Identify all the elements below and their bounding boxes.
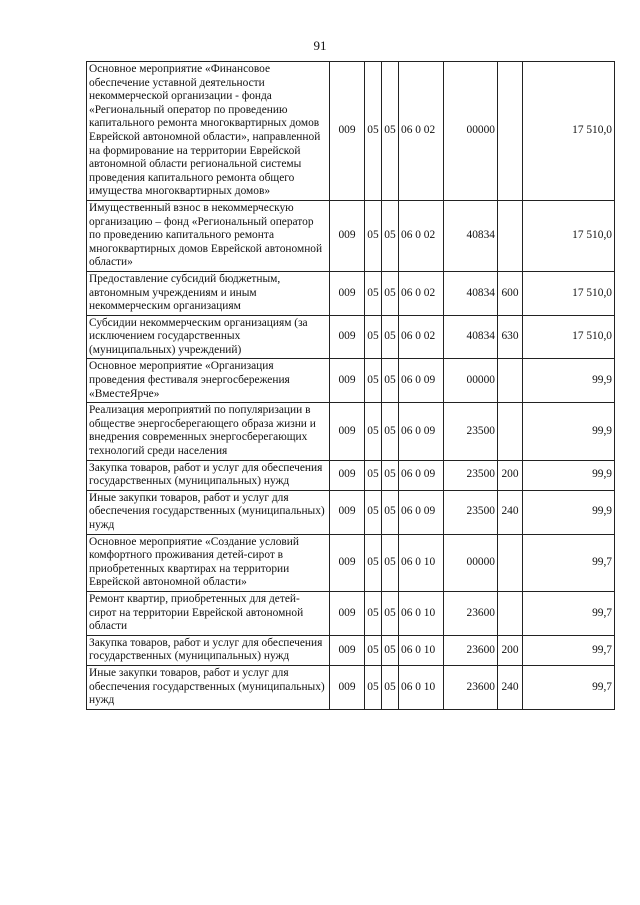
row-vr-cell	[498, 403, 523, 460]
row-csr-direction-cell: 23500	[444, 403, 498, 460]
row-pr-cell: 05	[382, 490, 399, 534]
row-vr-cell: 200	[498, 635, 523, 665]
row-name-cell: Иные закупки товаров, работ и услуг для обеспечения государственных (муниципальных) нужд	[87, 665, 330, 709]
row-name-cell: Реализация мероприятий по популяризации в обществе энергосберегающего образа жизни и внедрения современных энергосберегающих технологий среди населения	[87, 403, 330, 460]
row-sum-cell: 99,9	[523, 359, 615, 403]
row-pr-cell: 05	[382, 200, 399, 271]
table-row	[87, 534, 615, 591]
row-csr-program-cell: 06 0 02	[399, 271, 444, 315]
row-sum-cell: 99,7	[523, 665, 615, 709]
table-row	[87, 665, 615, 709]
row-vr-cell: 600	[498, 271, 523, 315]
row-sum-cell: 17 510,0	[523, 271, 615, 315]
row-name-cell: Предоставление субсидий бюджетным, автономным учреждениям и иным некоммерческим организациям	[87, 271, 330, 315]
row-csr-program-cell: 06 0 09	[399, 403, 444, 460]
row-vr-cell: 200	[498, 460, 523, 490]
row-vr-cell	[498, 534, 523, 591]
row-vr-cell: 630	[498, 315, 523, 359]
row-pr-cell: 05	[382, 315, 399, 359]
row-name-cell: Закупка товаров, работ и услуг для обеспечения государственных (муниципальных) нужд	[87, 460, 330, 490]
row-rz-cell: 05	[365, 359, 382, 403]
budget-table	[86, 61, 615, 710]
table-row	[87, 200, 615, 271]
row-grbs-cell: 009	[330, 460, 365, 490]
row-grbs-cell: 009	[330, 403, 365, 460]
row-csr-program-cell: 06 0 09	[399, 460, 444, 490]
row-rz-cell: 05	[365, 534, 382, 591]
row-rz-cell: 05	[365, 62, 382, 201]
row-grbs-cell: 009	[330, 62, 365, 201]
row-rz-cell: 05	[365, 200, 382, 271]
row-sum-cell: 99,9	[523, 460, 615, 490]
table-row	[87, 62, 615, 201]
row-vr-cell	[498, 62, 523, 201]
row-grbs-cell: 009	[330, 635, 365, 665]
row-csr-program-cell: 06 0 10	[399, 591, 444, 635]
row-name-cell: Субсидии некоммерческим организациям (за исключением государственных (муниципальных) учреждений)	[87, 315, 330, 359]
row-csr-direction-cell: 00000	[444, 62, 498, 201]
row-name-cell: Имущественный взнос в некоммерческую организацию – фонд «Региональный оператор по проведению капитального ремонта многоквартирных домов Еврейской автономной области»	[87, 200, 330, 271]
row-vr-cell	[498, 591, 523, 635]
table-row	[87, 359, 615, 403]
row-vr-cell	[498, 359, 523, 403]
row-sum-cell: 99,7	[523, 635, 615, 665]
row-pr-cell: 05	[382, 460, 399, 490]
row-grbs-cell: 009	[330, 534, 365, 591]
row-grbs-cell: 009	[330, 359, 365, 403]
row-grbs-cell: 009	[330, 665, 365, 709]
row-csr-direction-cell: 23500	[444, 490, 498, 534]
row-rz-cell: 05	[365, 635, 382, 665]
row-name-cell: Закупка товаров, работ и услуг для обеспечения государственных (муниципальных) нужд	[87, 635, 330, 665]
row-csr-direction-cell: 00000	[444, 534, 498, 591]
table-row	[87, 460, 615, 490]
row-csr-direction-cell: 00000	[444, 359, 498, 403]
table-row	[87, 591, 615, 635]
table-row	[87, 271, 615, 315]
row-csr-program-cell: 06 0 02	[399, 315, 444, 359]
row-sum-cell: 99,9	[523, 490, 615, 534]
row-pr-cell: 05	[382, 635, 399, 665]
row-csr-program-cell: 06 0 09	[399, 359, 444, 403]
row-grbs-cell: 009	[330, 315, 365, 359]
row-vr-cell: 240	[498, 490, 523, 534]
table-row	[87, 490, 615, 534]
row-pr-cell: 05	[382, 62, 399, 201]
row-pr-cell: 05	[382, 403, 399, 460]
row-sum-cell: 99,7	[523, 534, 615, 591]
table-row	[87, 635, 615, 665]
row-pr-cell: 05	[382, 359, 399, 403]
row-name-cell: Основное мероприятие «Финансовое обеспечение уставной деятельности некоммерческой организации - фонда «Региональный оператор по проведению капитального ремонта многоквартирных домов Еврейской автономной области», направленной на формирование на территории Еврейской автономной области региональной системы проведения капитального ремонта общего имущества многоквартирных домов»	[87, 62, 330, 201]
row-name-cell: Иные закупки товаров, работ и услуг для обеспечения государственных (муниципальных) нужд	[87, 490, 330, 534]
table-row	[87, 315, 615, 359]
row-sum-cell: 17 510,0	[523, 62, 615, 201]
row-rz-cell: 05	[365, 315, 382, 359]
row-csr-program-cell: 06 0 02	[399, 200, 444, 271]
row-sum-cell: 17 510,0	[523, 200, 615, 271]
row-csr-direction-cell: 40834	[444, 315, 498, 359]
row-csr-direction-cell: 23500	[444, 460, 498, 490]
row-csr-direction-cell: 40834	[444, 271, 498, 315]
row-csr-program-cell: 06 0 09	[399, 490, 444, 534]
row-sum-cell: 99,9	[523, 403, 615, 460]
row-name-cell: Основное мероприятие «Создание условий комфортного проживания детей-сирот в приобретенных квартирах на территории Еврейской автономной области»	[87, 534, 330, 591]
budget-table-body	[87, 62, 615, 710]
row-pr-cell: 05	[382, 271, 399, 315]
row-rz-cell: 05	[365, 403, 382, 460]
row-pr-cell: 05	[382, 591, 399, 635]
row-grbs-cell: 009	[330, 490, 365, 534]
row-csr-direction-cell: 23600	[444, 635, 498, 665]
row-csr-direction-cell: 23600	[444, 591, 498, 635]
row-vr-cell	[498, 200, 523, 271]
row-rz-cell: 05	[365, 490, 382, 534]
row-name-cell: Основное мероприятие «Организация проведения фестиваля энергосбережения «ВместеЯрче»	[87, 359, 330, 403]
row-sum-cell: 99,7	[523, 591, 615, 635]
row-grbs-cell: 009	[330, 271, 365, 315]
page-number: 91	[313, 38, 327, 53]
row-vr-cell: 240	[498, 665, 523, 709]
row-csr-program-cell: 06 0 10	[399, 534, 444, 591]
row-name-cell: Ремонт квартир, приобретенных для детей-сирот на территории Еврейской автономной области	[87, 591, 330, 635]
row-rz-cell: 05	[365, 665, 382, 709]
row-grbs-cell: 009	[330, 200, 365, 271]
table-row	[87, 403, 615, 460]
row-sum-cell: 17 510,0	[523, 315, 615, 359]
row-rz-cell: 05	[365, 271, 382, 315]
row-pr-cell: 05	[382, 534, 399, 591]
row-pr-cell: 05	[382, 665, 399, 709]
row-csr-program-cell: 06 0 10	[399, 635, 444, 665]
row-csr-direction-cell: 40834	[444, 200, 498, 271]
row-csr-program-cell: 06 0 10	[399, 665, 444, 709]
row-rz-cell: 05	[365, 460, 382, 490]
row-grbs-cell: 009	[330, 591, 365, 635]
row-csr-program-cell: 06 0 02	[399, 62, 444, 201]
row-csr-direction-cell: 23600	[444, 665, 498, 709]
row-rz-cell: 05	[365, 591, 382, 635]
